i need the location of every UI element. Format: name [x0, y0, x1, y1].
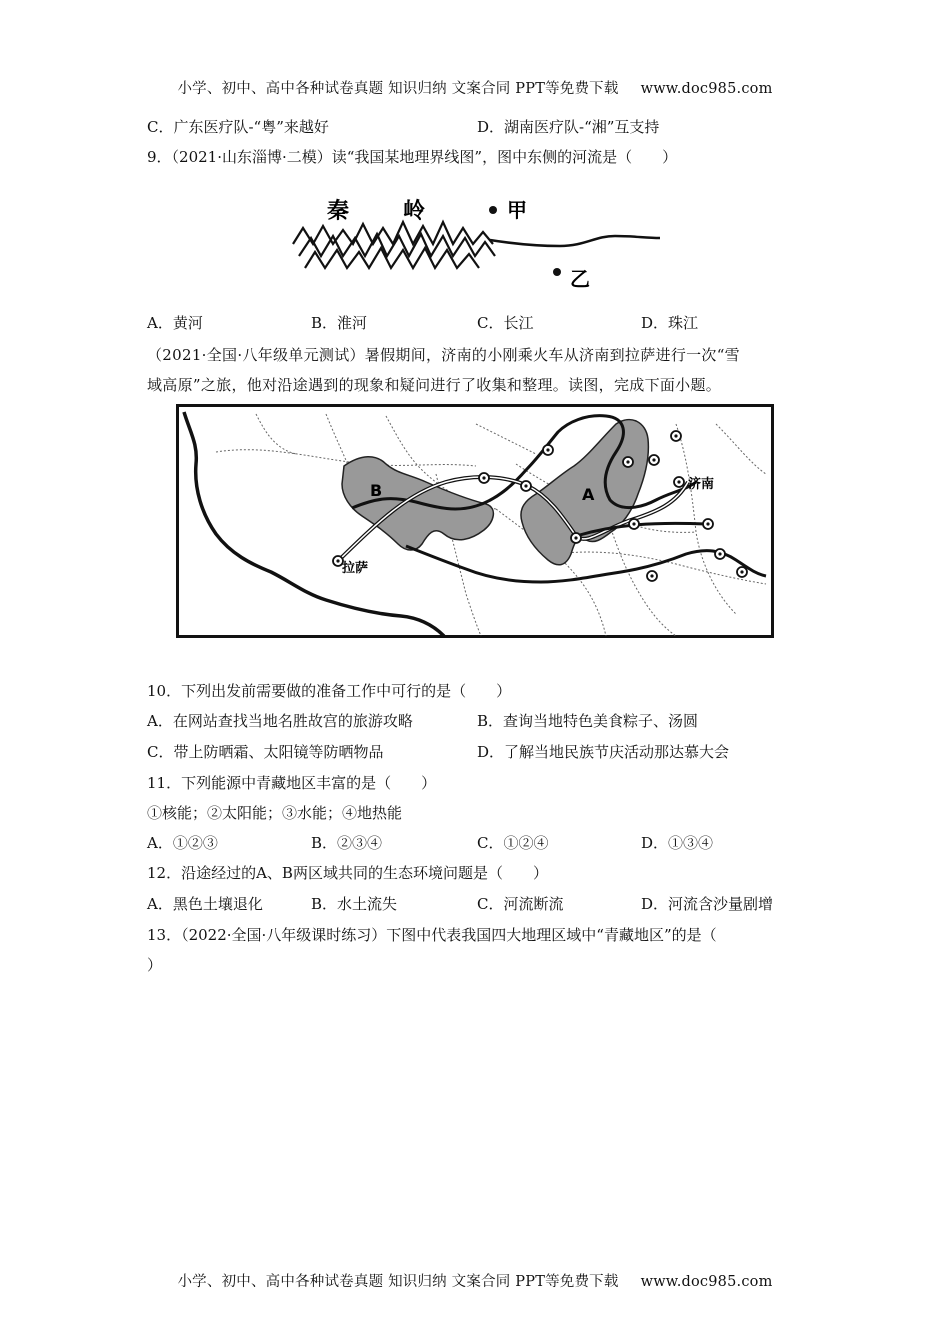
point-jia-label: 甲 [507, 198, 527, 222]
header-text: 小学、初中、高中各种试卷真题 知识归纳 文案合同 PPT等免费下载 [177, 81, 619, 97]
page-header [0, 77, 950, 98]
footer-text: 小学、初中、高中各种试卷真题 知识归纳 文案合同 PPT等免费下载 [177, 1274, 619, 1290]
region-b-label: B [370, 481, 383, 500]
page-footer [0, 1270, 950, 1291]
q12-option-a: A．黑色土壤退化 [147, 895, 263, 913]
q9-option-c: C．长江 [477, 314, 534, 332]
q10-option-b: B．查询当地特色美食粽子、汤圆 [477, 712, 699, 730]
city-lhasa-label: 拉萨 [342, 561, 369, 576]
footer-site: www.doc985.com [640, 1274, 773, 1290]
q11-option-b: B．②③④ [311, 834, 383, 852]
boundary-river [490, 236, 660, 246]
q10-stem: 10．下列出发前需要做的准备工作中可行的是（ ） [147, 682, 512, 700]
q12-option-d: D．河流含沙量剧增 [641, 895, 774, 913]
passage-line-1: （2021·全国·八年级单元测试）暑假期间，济南的小刚乘火车从济南到拉萨进行一次“雪 [147, 346, 740, 364]
city-jinan-label: 济南 [688, 477, 715, 492]
q13-stem-line-2: ） [147, 956, 163, 974]
q11-items: ①核能；②太阳能；③水能；④地热能 [147, 804, 403, 822]
q9-stem: 9．（2021·山东淄博·二模）读“我国某地理界线图”，图中东侧的河流是（ ） [147, 148, 678, 166]
q11-stem: 11．下列能源中青藏地区丰富的是（ ） [147, 774, 437, 792]
q9-option-a: A．黄河 [147, 314, 203, 332]
mountain-icon [293, 222, 495, 268]
q11-option-a: A．①②③ [147, 834, 218, 852]
q13-stem-line-1: 13．（2022·全国·八年级课时练习）下图中代表我国四大地理区域中“青藏地区”的是（ [147, 926, 717, 944]
q11-option-d: D．①③④ [641, 834, 714, 852]
mountain-label-qin: 秦 [327, 199, 350, 224]
q12-option-c: C．河流断流 [477, 895, 564, 913]
point-jia-marker [489, 206, 497, 214]
q11-option-c: C．①②④ [477, 834, 549, 852]
q8-option-d: D．湖南医疗队-“湘”互支持 [477, 118, 660, 136]
q12-stem: 12．沿途经过的A、B两区域共同的生态环境问题是（ ） [147, 864, 548, 882]
point-yi-label: 乙 [570, 267, 590, 291]
q9-option-b: B．淮河 [311, 314, 368, 332]
q10-option-c: C．带上防晒霜、太阳镜等防晒物品 [147, 743, 384, 761]
region-a-label: A [582, 485, 595, 504]
q12-option-b: B．水土流失 [311, 895, 398, 913]
point-yi-marker [553, 268, 561, 276]
q8-option-c: C．广东医疗队-“粤”来越好 [147, 118, 329, 136]
route-map [176, 404, 774, 638]
q10-option-d: D．了解当地民族节庆活动那达慕大会 [477, 743, 730, 761]
header-site: www.doc985.com [640, 81, 773, 97]
passage-line-2: 域高原”之旅，他对沿途遇到的现象和疑问进行了收集和整理。读图，完成下面小题。 [147, 376, 722, 394]
mountain-label-ling: 岭 [403, 199, 426, 224]
q9-option-d: D．珠江 [641, 314, 699, 332]
q10-option-a: A．在网站查找当地名胜故宫的旅游攻略 [147, 712, 413, 730]
q9-boundary-figure [285, 192, 670, 292]
